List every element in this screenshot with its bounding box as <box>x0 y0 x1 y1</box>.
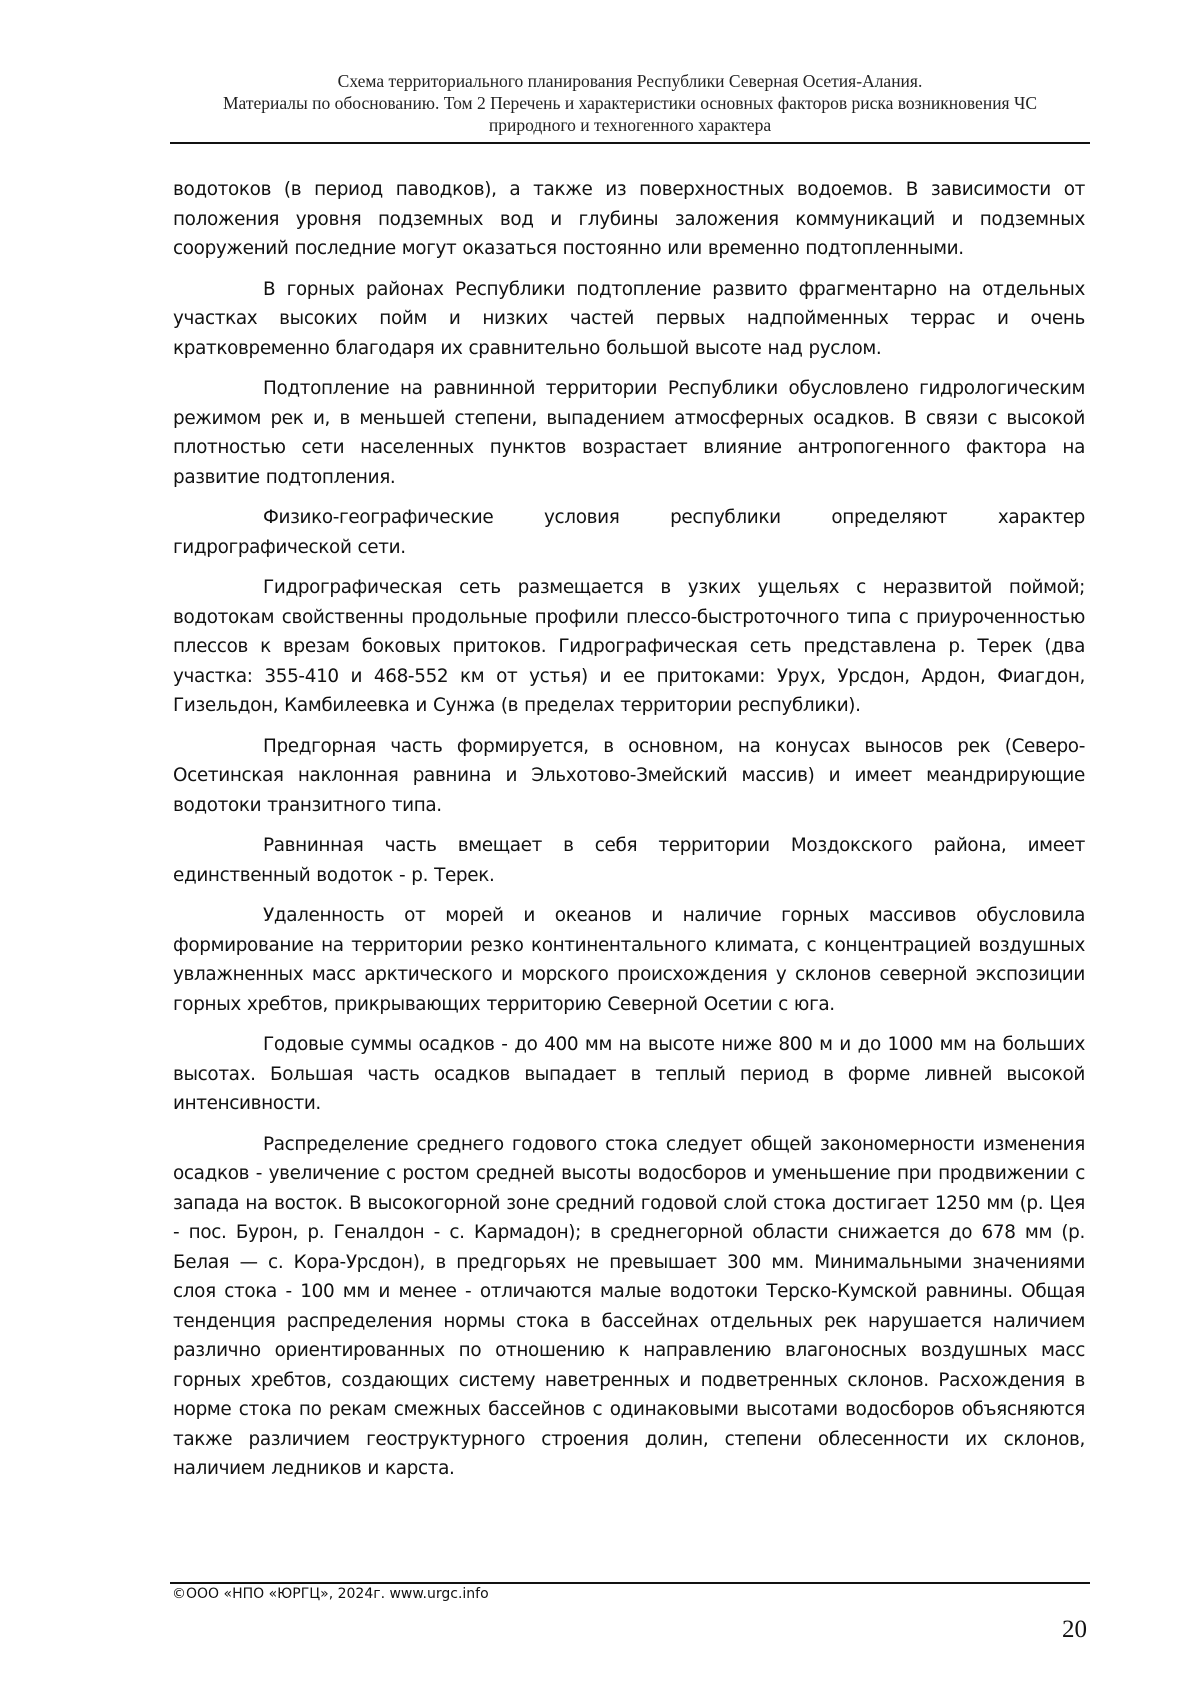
paragraph: Распределение среднего годового стока следует общей закономерности изменения осадков - увеличение с ростом средней высоты водосборов и уменьшение при продвижении с запада на восток. В высокогорной зоне средний годовой слой стока достигает 1250 мм (р. Цея - пос. Бурон, р. Геналдон - с. Кармадон); в среднегорной области снижается до 678 мм (р. Белая — с. Кора-Урсдон), в предгорьях не превышает 300 мм. Минимальными значениями слоя стока - 100 мм и менее - отличаются малые водотоки Терско-Кумской равнины. Общая тенденция распределения нормы стока в бассейнах отдельных рек нарушается наличием различно ориентированных по отношению к направлению влагоносных воздушных масс горных хребтов, создающих систему наветренных и подветренных склонов. Расхождения в норме стока по рекам смежных бассейнов с одинаковыми высотами водосборов объясняются также различием геоструктурного строения долин, степени облесенности их склонов, наличием ледников и карста. <box>173 1133 1085 1479</box>
paragraph: Годовые суммы осадков - до 400 мм на высоте ниже 800 м и до 1000 мм на больших высотах. Большая часть осадков выпадает в теплый период в форме ливней высокой интенсивности. <box>173 1034 1085 1114</box>
header-title-line-1: Схема территориального планирования Республики Северная Осетия-Алания. <box>337 71 923 91</box>
paragraph: Подтопление на равнинной территории Республики обусловлено гидрологическим режимом рек и, в меньшей степени, выпадением атмосферных осадков. В связи с высокой плотностью сети населенных пунктов возрастает влияние антропогенного фактора на развитие подтопления. <box>173 378 1085 488</box>
footer-copyright: ©ООО «НПО «ЮРГЦ», 2024г. www.urgc.info <box>172 1586 489 1602</box>
header-title-line-3: природного и техногенного характера <box>488 115 772 135</box>
paragraph: Физико-географические условия республики определяют характер гидрографической сети. <box>173 507 1085 558</box>
paragraph: Предгорная часть формируется, в основном, на конусах выносов рек (Северо-Осетинская наклонная равнина и Эльхотово-Змейский массив) и имеет меандрирующие водотоки транзитного типа. <box>173 735 1085 816</box>
paragraph: В горных районах Республики подтопление развито фрагментарно на отдельных участках высоких пойм и низких частей первых надпойменных террас и очень кратковременно благодаря их сравнительно большой высоте над руслом. <box>173 278 1085 359</box>
header-divider <box>170 142 1090 144</box>
paragraph-continuation: водотоков (в период паводков), а также из поверхностных водоемов. В зависимости от положения уровня подземных вод и глубины заложения коммуникаций и подземных сооружений последние могут оказаться постоянно или временно подтопленными. <box>173 179 1085 259</box>
paragraph: Равнинная часть вмещает в себя территории Моздокского района, имеет единственный водоток - р. Терек. <box>173 835 1085 886</box>
header-title-line-2: Материалы по обоснованию. Том 2 Перечень и характеристики основных факторов риска возникновения ЧС <box>222 93 1038 113</box>
footer-divider <box>170 1582 1090 1584</box>
page-header <box>170 70 1090 136</box>
page-number: 20 <box>1062 1616 1087 1643</box>
paragraph: Гидрографическая сеть размещается в узких ущельях с неразвитой поймой; водотокам свойственны продольные профили плессо-быстроточного типа с приуроченностью плессов к врезам боковых притоков. Гидрографическая сеть представлена р. Терек (два участка: 355-410 и 468-552 км от устья) и ее притоками: Урух, Урсдон, Ардон, Фиагдон, Гизельдон, Камбилеевка и Сунжа (в пределах территории республики). <box>173 577 1085 716</box>
paragraph: Удаленность от морей и океанов и наличие горных массивов обусловила формирование на территории резко континентального климата, с концентрацией воздушных увлажненных масс арктического и морского происхождения у склонов северной экспозиции горных хребтов, прикрывающих территорию Северной Осетии с юга. <box>173 905 1085 1015</box>
document-body <box>173 175 1085 1495</box>
